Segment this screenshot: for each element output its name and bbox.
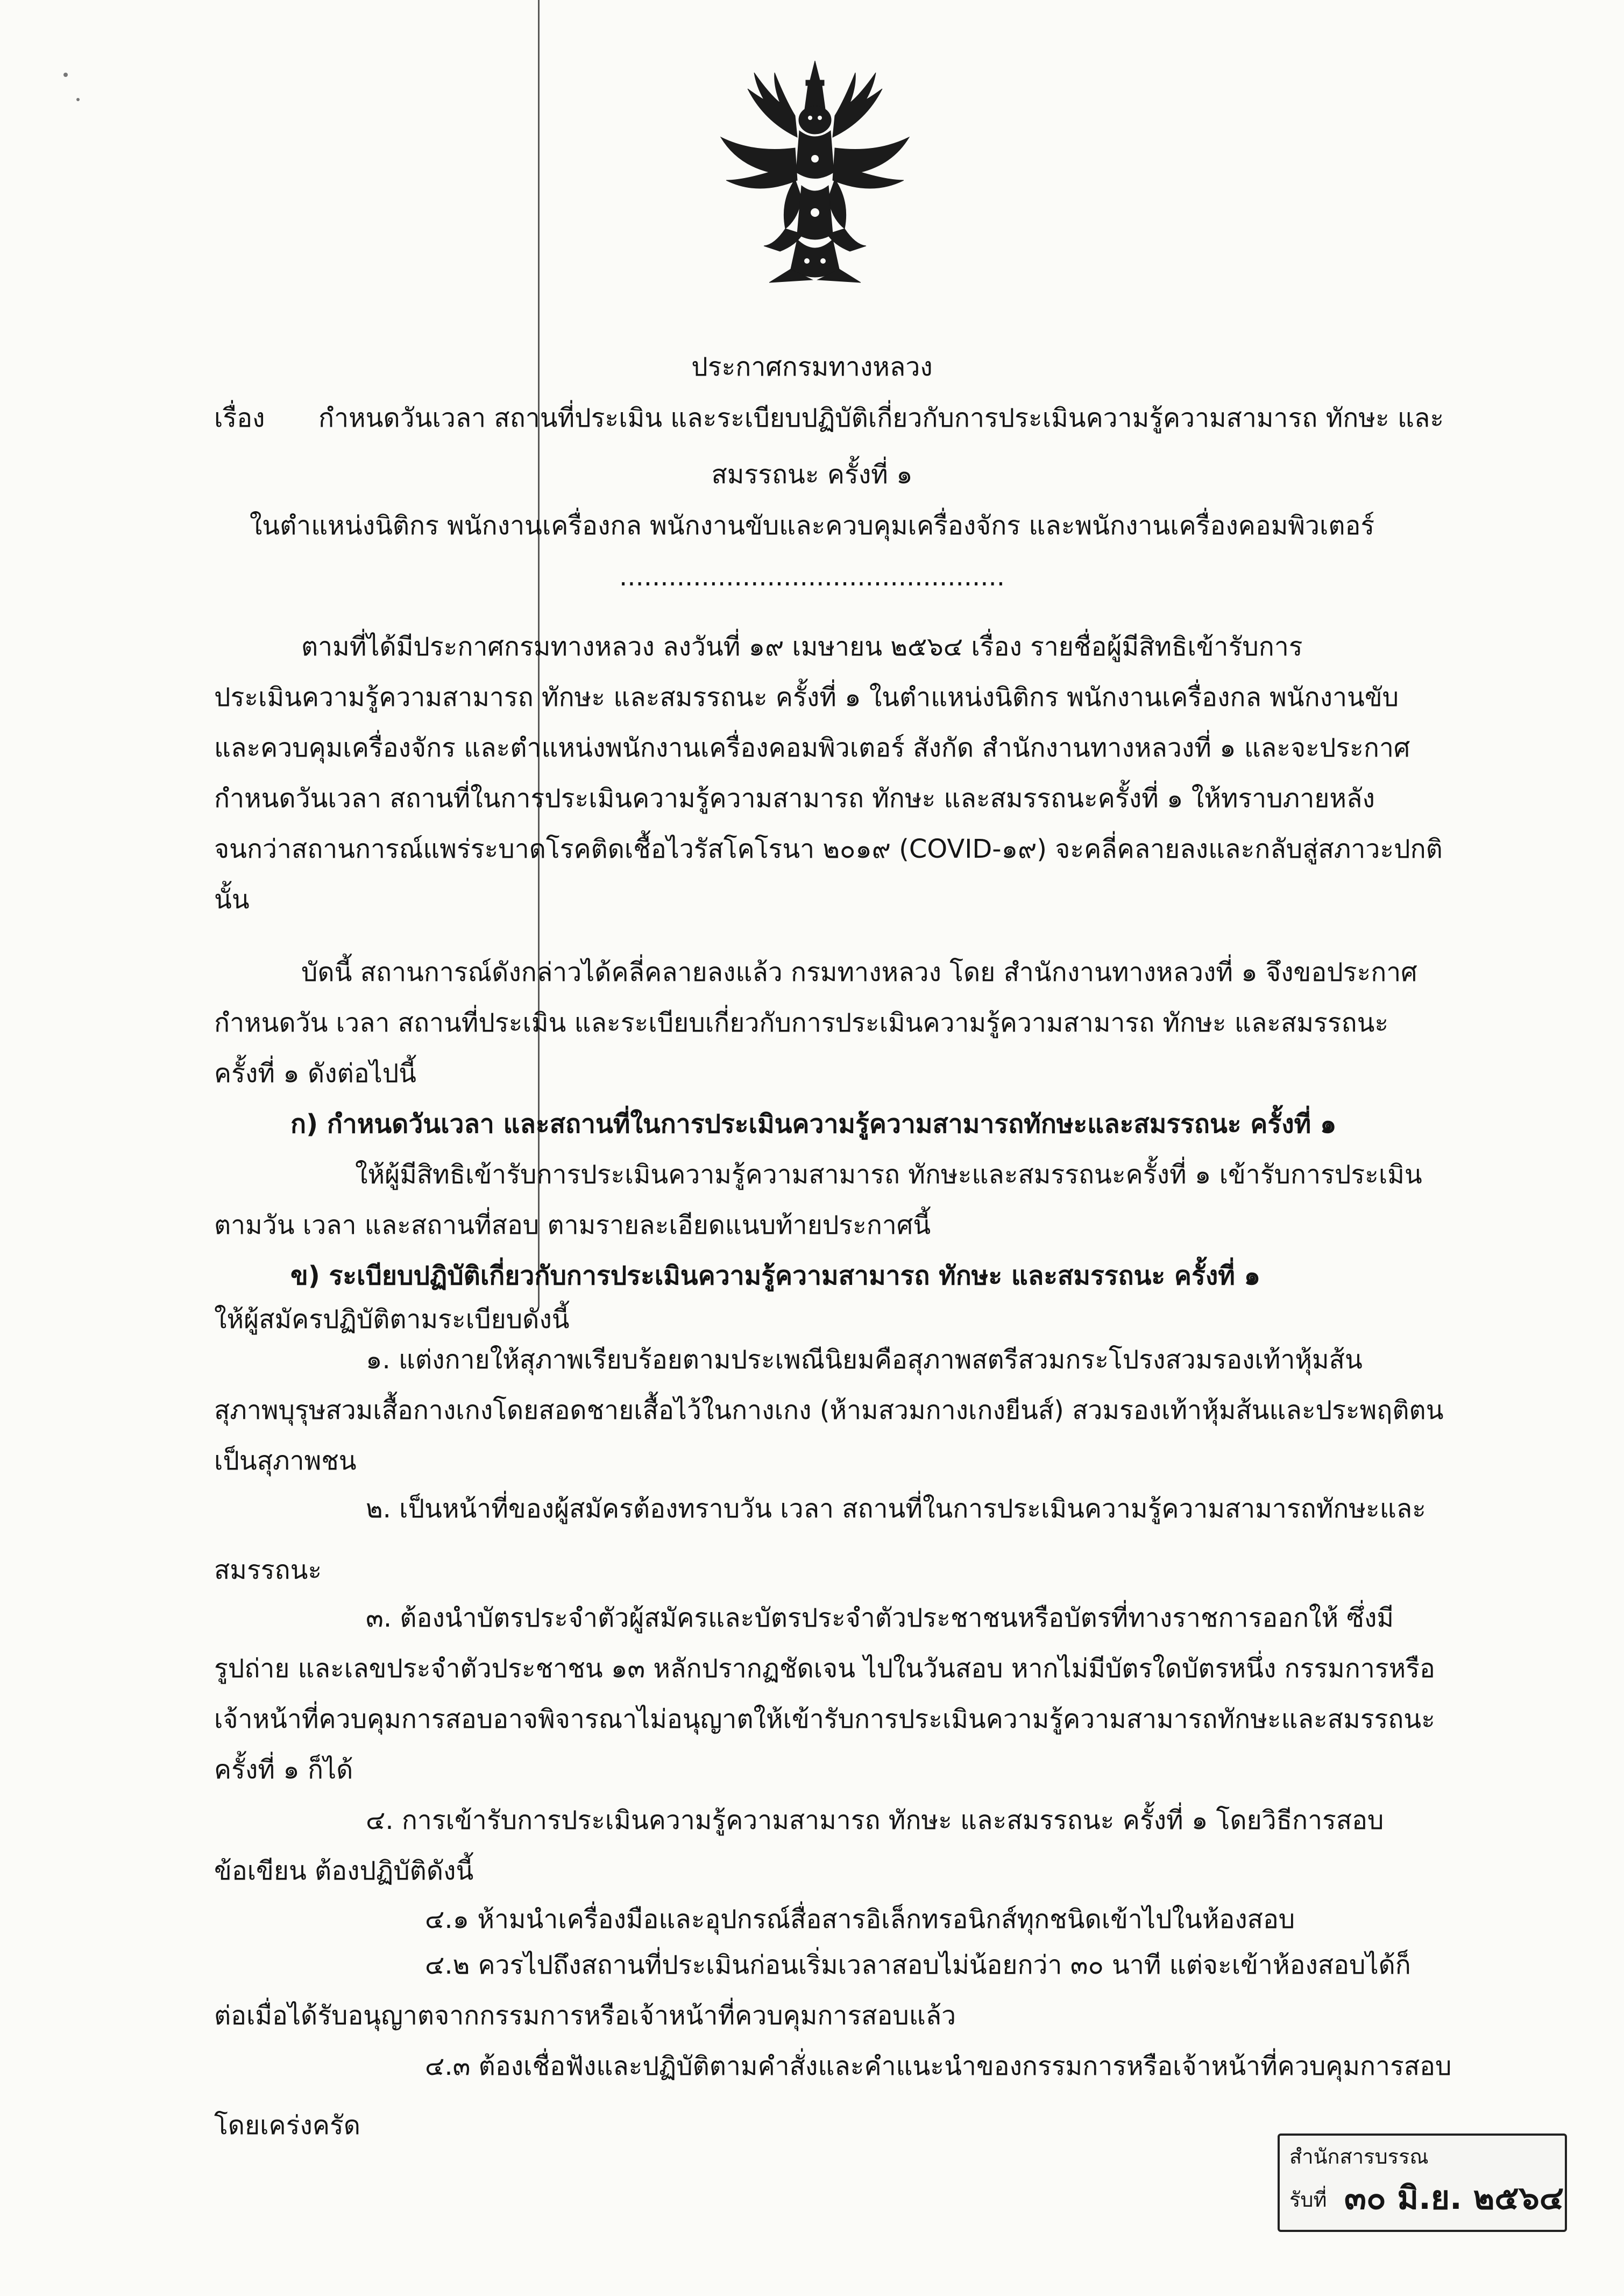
- intro-line: กำหนดวันเวลา สถานที่ในการประเมินความรู้ความสามารถ ทักษะ และสมรรถนะครั้งที่ ๑ ให้ทราบภายหลัง: [214, 783, 1375, 814]
- item-4-1: ๔.๑ ห้ามนำเครื่องมือและอุปกรณ์สื่อสารอิเล็กทรอนิกส์ทุกชนิดเข้าไปในห้องสอบ: [425, 1904, 1295, 1934]
- intro-line: ตามที่ได้มีประกาศกรมทางหลวง ลงวันที่ ๑๙ เมษายน ๒๕๖๔ เรื่อง รายชื่อผู้มีสิทธิเข้ารับการ: [301, 632, 1303, 662]
- section-a-line: ให้ผู้มีสิทธิเข้ารับการประเมินความรู้ความสามารถ ทักษะและสมรรถนะครั้งที่ ๑ เข้ารับการประเมิน: [355, 1160, 1422, 1190]
- intro-line: นั้น: [214, 885, 250, 915]
- intro-line: จนกว่าสถานการณ์แพร่ระบาดโรคติดเชื้อไวรัสโคโรนา ๒๐๑๙ (COVID-๑๙) จะคลี่คลายลงและกลับสู่สภาวะปกติ: [214, 834, 1443, 864]
- item-4-3-line: ๔.๓ ต้องเชื่อฟังและปฏิบัติตามคำสั่งและคำแนะนำของกรรมการหรือเจ้าหน้าที่ควบคุมการสอบ: [425, 2051, 1452, 2081]
- item-4-2-line: ๔.๒ ควรไปถึงสถานที่ประเมินก่อนเริ่มเวลาสอบไม่น้อยกว่า ๓๐ นาที แต่จะเข้าห้องสอบได้ก็: [425, 1950, 1411, 1980]
- now-line: ครั้งที่ ๑ ดังต่อไปนี้: [214, 1058, 416, 1089]
- intro-line: ประเมินความรู้ความสามารถ ทักษะ และสมรรถนะ ครั้งที่ ๑ ในตำแหน่งนิติกร พนักงานเครื่องกล พนักงานขับ: [214, 682, 1399, 712]
- stamp-date: ๓๐ มิ.ย. ๒๕๖๔: [1344, 2179, 1564, 2217]
- item-3-line: รูปถ่าย และเลขประจำตัวประชาชน ๑๓ หลักปรากฏชัดเจน ไปในวันสอบ หากไม่มีบัตรใดบัตรหนึ่ง กรรมการหรือ: [214, 1654, 1435, 1684]
- item-3-line: ๓. ต้องนำบัตรประจำตัวผู้สมัครและบัตรประจำตัวประชาชนหรือบัตรที่ทางราชการออกให้ ซึ่งมี: [366, 1603, 1394, 1633]
- stamp-received-label: รับที่: [1289, 2188, 1327, 2212]
- item-4-line: ข้อเขียน ต้องปฏิบัติดังนี้: [214, 1856, 474, 1886]
- item-4-2-line: ต่อเมื่อได้รับอนุญาตจากกรรมการหรือเจ้าหน้าที่ควบคุมการสอบแล้ว: [214, 2001, 956, 2031]
- section-a-title: ก) กำหนดวันเวลา และสถานที่ในการประเมินความรู้ความสามารถทักษะและสมรรถนะ ครั้งที่ ๑: [290, 1109, 1337, 1139]
- received-stamp: [1278, 2133, 1567, 2232]
- item-1-line: สุภาพบุรุษสวมเสื้อกางเกงโดยสอดชายเสื้อไว้ในกางเกง (ห้ามสวมกางเกงยีนส์) สวมรองเท้าหุ้มส้นและประพฤติตน: [214, 1395, 1444, 1425]
- subject-line-1: กำหนดวันเวลา สถานที่ประเมิน และระเบียบปฏิบัติเกี่ยวกับการประเมินความรู้ความสามารถ ทักษะ และ: [318, 403, 1444, 433]
- stamp-office: สำนักสารบรรณ: [1289, 2145, 1429, 2168]
- section-a-line: ตามวัน เวลา และสถานที่สอบ ตามรายละเอียดแนบท้ายประกาศนี้: [214, 1210, 931, 1240]
- document-title: ประกาศกรมทางหลวง: [691, 352, 933, 382]
- item-1-line: เป็นสุภาพชน: [214, 1446, 357, 1476]
- item-3-line: เจ้าหน้าที่ควบคุมการสอบอาจพิจารณาไม่อนุญาตให้เข้ารับการประเมินความรู้ความสามารถทักษะและสมรรถนะ: [214, 1704, 1435, 1734]
- item-1-line: ๑. แต่งกายให้สุภาพเรียบร้อยตามประเพณีนิยมคือสุภาพสตรีสวมกระโปรงสวมรองเท้าหุ้มส้น: [366, 1345, 1363, 1375]
- item-3-line: ครั้งที่ ๑ ก็ได้: [214, 1755, 353, 1785]
- subject-line-3: ในตำแหน่งนิติกร พนักงานเครื่องกล พนักงานขับและควบคุมเครื่องจักร และพนักงานเครื่องคอมพิวเตอร์: [249, 511, 1375, 541]
- separator-dots: ...............................................: [619, 562, 1005, 592]
- item-4-3-line: โดยเคร่งครัด: [214, 2110, 360, 2140]
- section-b-intro: ให้ผู้สมัครปฏิบัติตามระเบียบดังนี้: [214, 1304, 570, 1334]
- now-line: บัดนี้ สถานการณ์ดังกล่าวได้คลี่คลายลงแล้ว กรมทางหลวง โดย สำนักงานทางหลวงที่ ๑ จึงขอประกาศ: [301, 957, 1417, 987]
- scan-speck: [76, 98, 80, 101]
- intro-line: และควบคุมเครื่องจักร และตำแหน่งพนักงานเครื่องคอมพิวเตอร์ สังกัด สำนักงานทางหลวงที่ ๑ และจะประกาศ: [214, 733, 1410, 763]
- scan-speck: [63, 73, 68, 77]
- subject-line-2: สมรรถนะ ครั้งที่ ๑: [711, 460, 913, 490]
- now-line: กำหนดวัน เวลา สถานที่ประเมิน และระเบียบเกี่ยวกับการประเมินความรู้ความสามารถ ทักษะ และสมรรถนะ: [214, 1008, 1389, 1038]
- item-2-line: ๒. เป็นหน้าที่ของผู้สมัครต้องทราบวัน เวลา สถานที่ในการประเมินความรู้ความสามารถทักษะและ: [366, 1494, 1426, 1524]
- subject-label: เรื่อง: [214, 403, 265, 433]
- item-2-line: สมรรถนะ: [214, 1555, 322, 1585]
- section-b-title: ข) ระเบียบปฏิบัติเกี่ยวกับการประเมินความรู้ความสามารถ ทักษะ และสมรรถนะ ครั้งที่ ๑: [290, 1261, 1261, 1291]
- item-4-line: ๔. การเข้ารับการประเมินความรู้ความสามารถ ทักษะ และสมรรถนะ ครั้งที่ ๑ โดยวิธีการสอบ: [366, 1805, 1384, 1835]
- garuda-emblem-icon: [705, 56, 925, 288]
